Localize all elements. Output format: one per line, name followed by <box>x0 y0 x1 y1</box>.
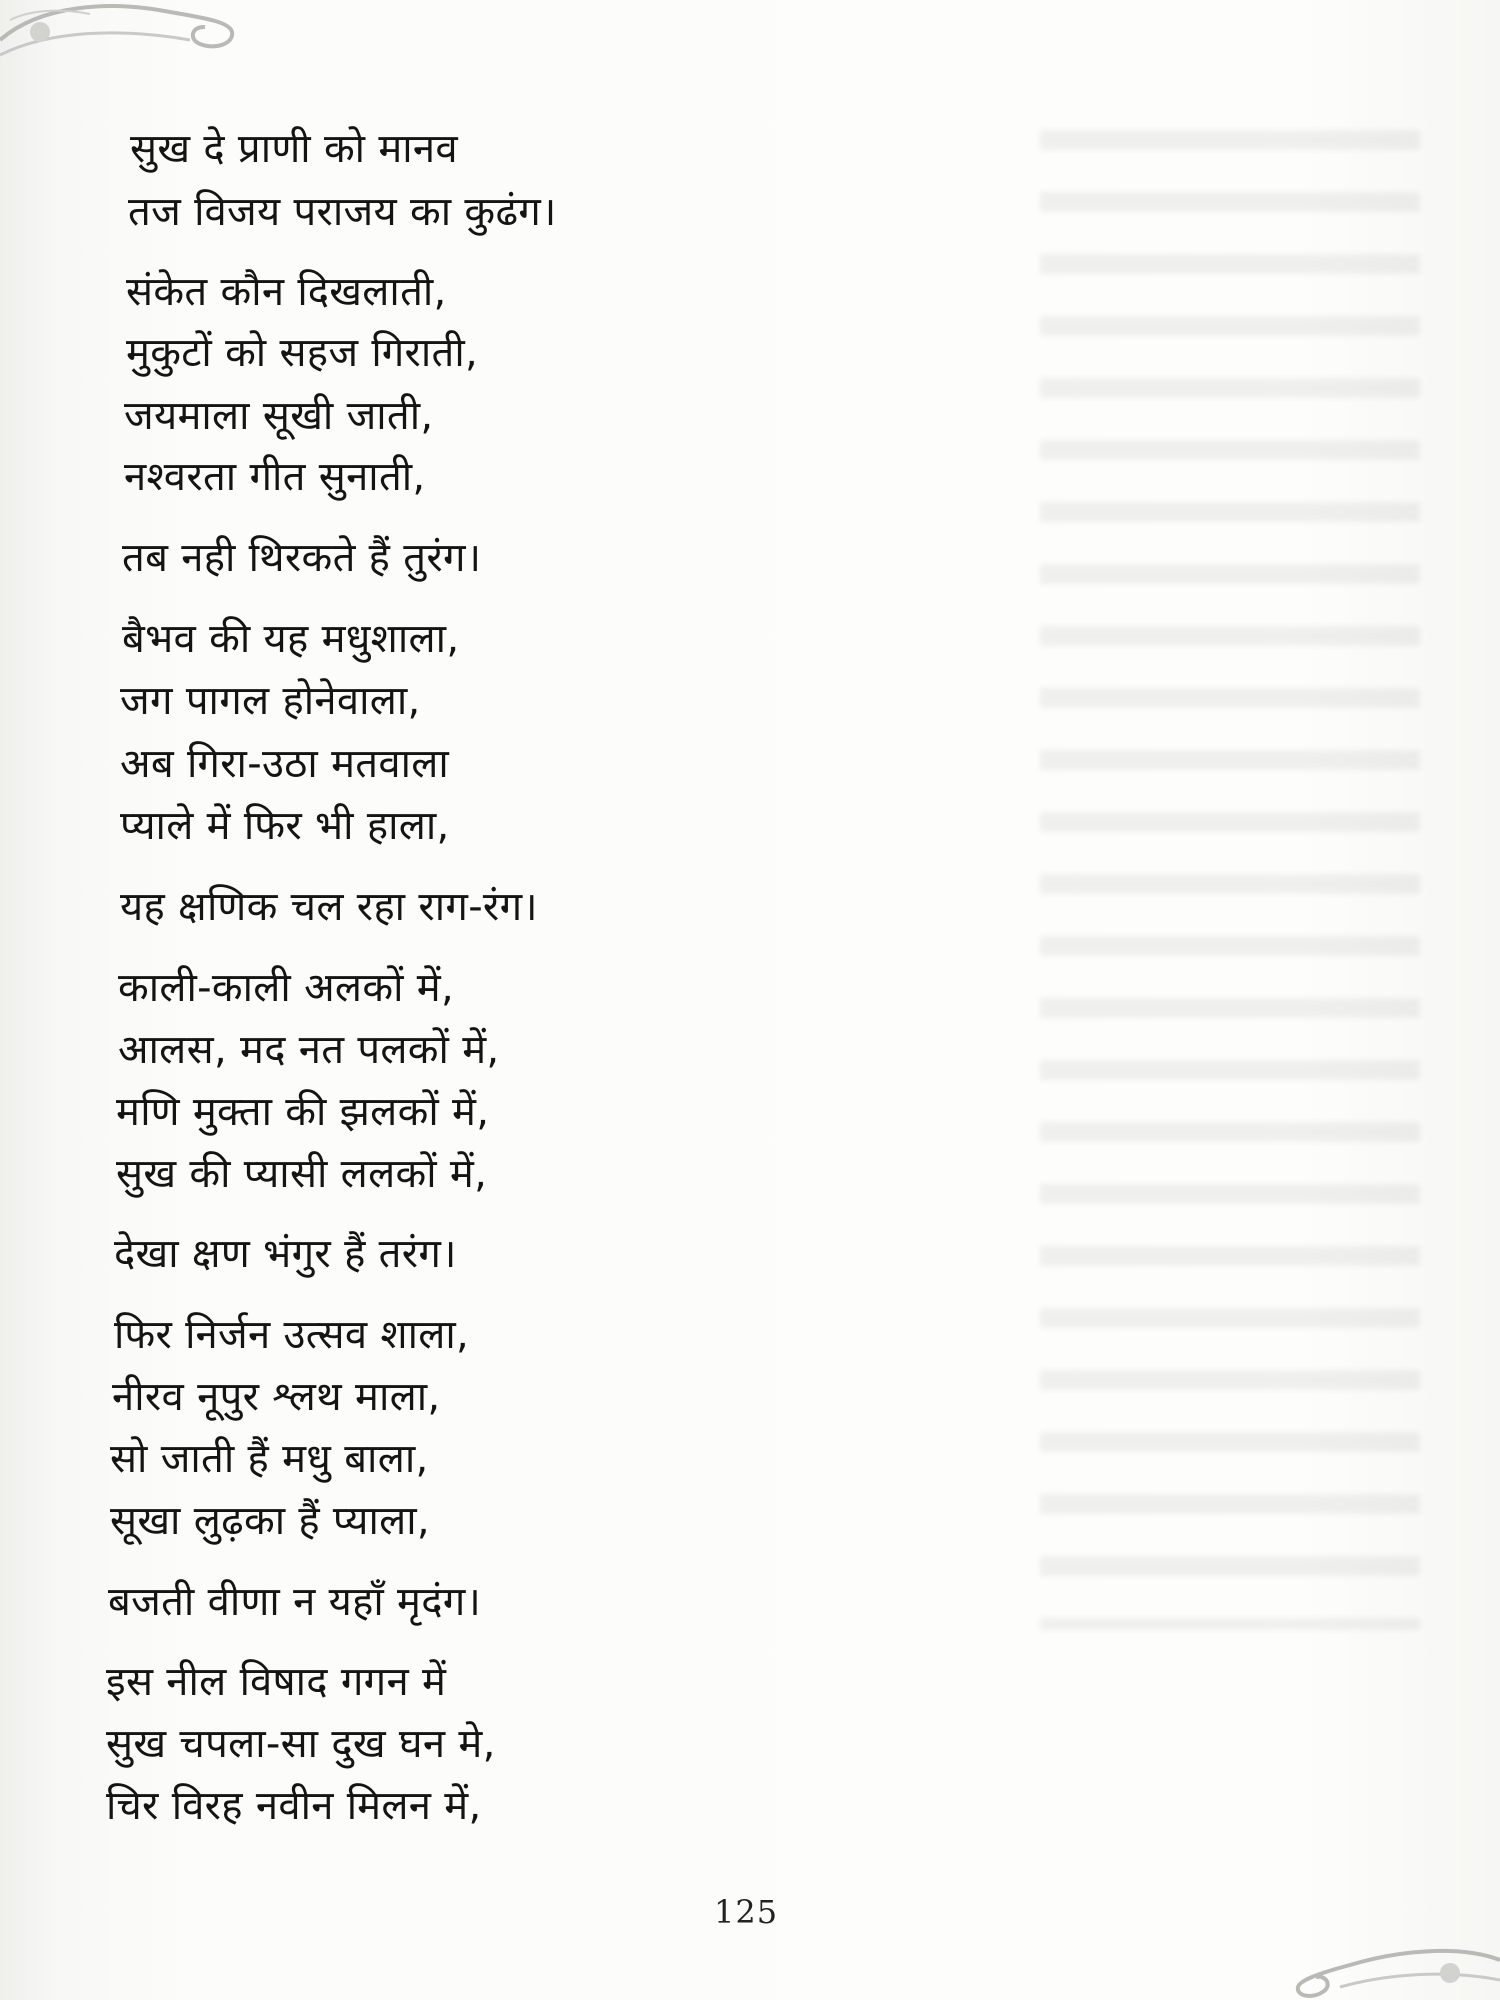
poem-line: आलस, मद नत पलकों में, <box>118 1027 500 1073</box>
poem-line: इस नील विषाद गगन में <box>106 1659 447 1705</box>
page-number: 125 <box>714 1893 779 1931</box>
poem-line: सुख की प्यासी ललकों में, <box>116 1151 488 1197</box>
poem-line: बजती वीणा न यहाँ मृदंग। <box>108 1579 482 1625</box>
poem-line: सो जाती हैं मधु बाला, <box>110 1436 429 1482</box>
poem-line: चिर विरह नवीन मिलन में, <box>106 1783 482 1829</box>
poem-line: तब नही थिरकते हैं तुरंग। <box>122 535 482 581</box>
poem-line: सुख दे प्राणी को मानव <box>130 126 458 172</box>
poem-line: फिर निर्जन उत्सव शाला, <box>114 1312 470 1358</box>
poem-line: काली-काली अलकों में, <box>118 965 454 1011</box>
poem-line: नीरव नूपुर श्लथ माला, <box>112 1374 441 1420</box>
poem-line: मणि मुक्ता की झलकों में, <box>116 1089 490 1135</box>
poem-line: जयमाला सूखी जाती, <box>124 393 434 439</box>
poem-line: नश्वरता गीत सुनाती, <box>124 454 426 500</box>
poem-line: यह क्षणिक चल रहा राग-रंग। <box>120 884 538 930</box>
poem-line: अब गिरा-उठा मतवाला <box>120 741 450 787</box>
poem-line: मुकुटों को सहज गिराती, <box>126 330 479 376</box>
poem-line: सुख चपला-सा दुख घन मे, <box>106 1721 496 1767</box>
poem-line: सूखा लुढ़का हैं प्याला, <box>110 1498 430 1544</box>
poem-line: जग पागल होनेवाला, <box>120 678 421 724</box>
poem-line: प्याले में फिर भी हाला, <box>120 803 450 849</box>
poem-line: संकेत कौन दिखलाती, <box>126 269 447 315</box>
poem-line: देखा क्षण भंगुर हैं तरंग। <box>114 1231 457 1277</box>
poem-line: तज विजय पराजय का कुढंग। <box>128 189 557 235</box>
poem-line: बैभव की यह मधुशाला, <box>122 616 460 662</box>
